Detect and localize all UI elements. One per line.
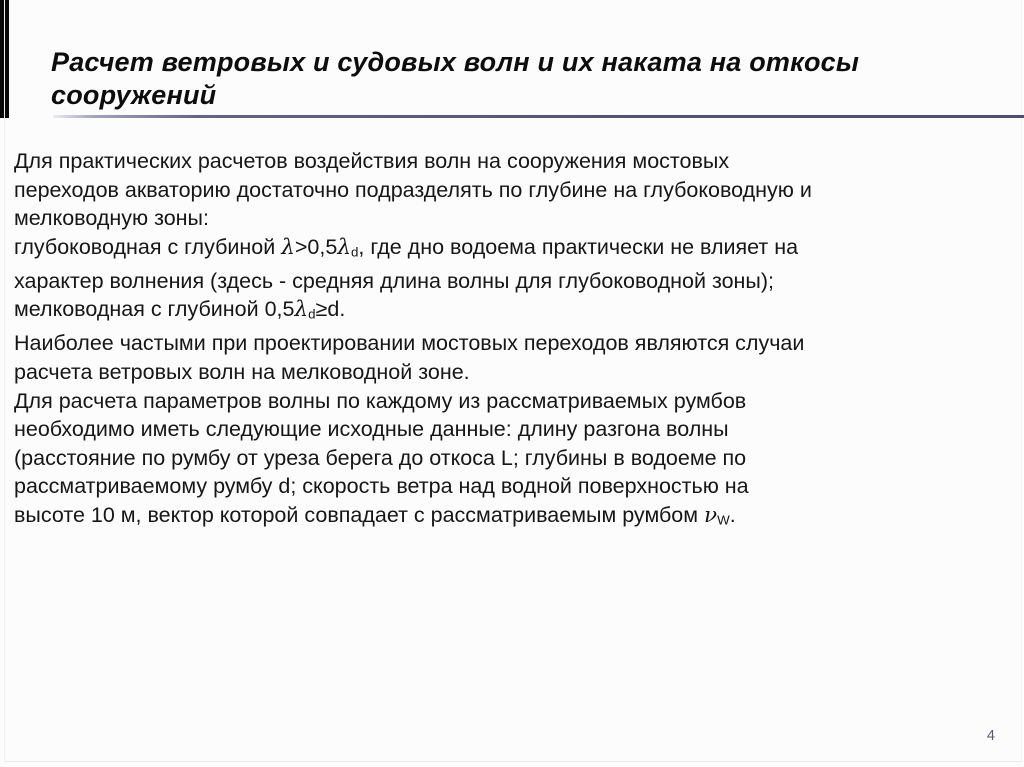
body-text-segment: Для расчета параметров волны по каждому из рассматриваемых румбов [14, 388, 747, 413]
body-text-segment: высоте 10 м, вектор которой совпадает с рассматриваемым румбом [14, 502, 705, 527]
body-line [14, 329, 1018, 358]
body-line [14, 358, 1018, 387]
body-line [14, 472, 1018, 501]
page-number: 4 [986, 728, 995, 744]
top-left-black-bar [0, 0, 9, 118]
body-line [14, 415, 1018, 444]
title-underline [53, 115, 1024, 118]
body-text-segment: мелководная с глубиной 0,5 [14, 297, 295, 322]
body-text-segment: глубоководная с глубиной [14, 234, 282, 259]
greek-symbol: λ [281, 234, 295, 260]
title-line: Расчет ветровых и судовых волн и их наката на откосы [51, 47, 860, 77]
body-text-segment: расчета ветровых волн на мелководной зоне. [14, 359, 470, 384]
body-text-segment: >0,5 [294, 234, 338, 259]
body-text-segment: . [729, 502, 736, 527]
body-line [14, 501, 1018, 535]
subscript: W [717, 512, 730, 528]
body-line [14, 295, 1018, 329]
body-text-segment: мелководную зоны: [14, 206, 209, 231]
body-text-segment: ≥d. [315, 297, 346, 322]
body-text-segment: рассматриваемому румбу d; скорость ветра над водной поверхностью на [14, 474, 749, 499]
title-line: сооружений [51, 80, 217, 110]
body-text-segment: , где дно водоема практически не влияет на [358, 234, 799, 259]
greek-symbol: λ [294, 297, 309, 323]
slide-title [51, 46, 961, 112]
body-text-segment: Для практических расчетов воздействия волн на сооружения мостовых [14, 149, 730, 173]
slide-body [14, 147, 1018, 535]
body-text-segment: переходов акваторию достаточно подразделять по глубине на глубоководную и [14, 177, 812, 202]
body-line [14, 233, 1018, 267]
greek-symbol: λ [337, 234, 351, 260]
subscript: d [308, 306, 316, 322]
body-line [14, 444, 1018, 473]
body-text-segment: необходимо иметь следующие исходные данные: длину разгона волны [14, 417, 729, 442]
body-line [14, 147, 1018, 176]
body-line [14, 387, 1018, 416]
body-line [14, 176, 1018, 205]
body-text-segment: Наиболее частыми при проектировании мостовых переходов являются случаи [14, 331, 805, 356]
body-line [14, 204, 1018, 233]
body-line [14, 267, 1018, 296]
body-text-segment: (расстояние по румбу от уреза берега до откоса L; глубины в водоеме по [14, 445, 747, 470]
greek-symbol: ν [704, 502, 718, 528]
subscript: d [350, 244, 359, 260]
body-text-segment: характер волнения (здесь - средняя длина волны для глубоководной зоны); [14, 268, 774, 293]
